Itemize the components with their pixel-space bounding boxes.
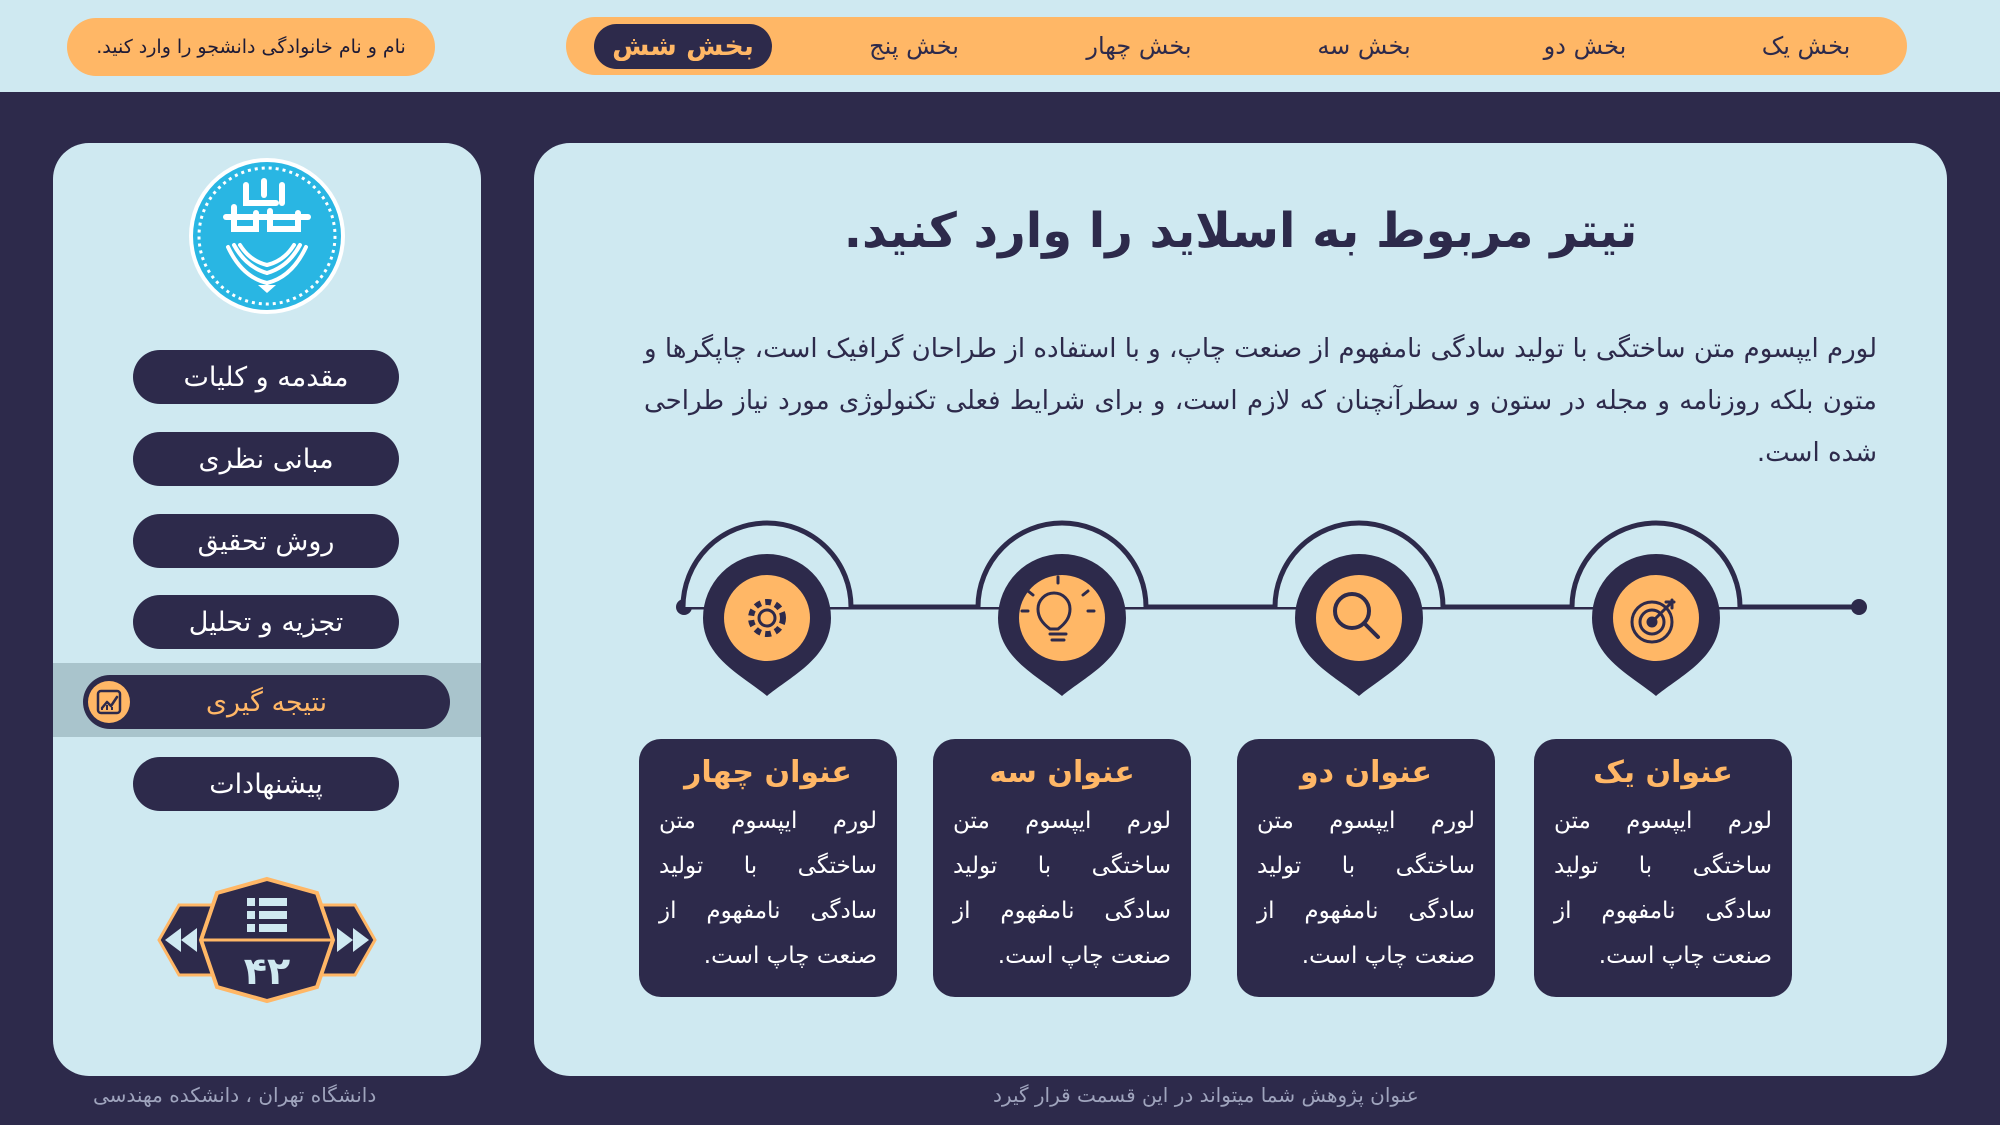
sidebar-item-conclusion[interactable] bbox=[83, 675, 450, 729]
university-logo bbox=[186, 155, 348, 317]
tab-section-3[interactable]: بخش سه bbox=[1317, 32, 1411, 60]
card-text: لورم ایپسوم متن ساختگی با تولید سادگی نامفهوم از صنعت چاپ است. bbox=[953, 808, 1171, 969]
card-1 bbox=[1534, 739, 1792, 997]
sidebar bbox=[53, 143, 481, 1076]
double-chevron-right-icon[interactable] bbox=[333, 925, 373, 955]
section-nav bbox=[566, 17, 1907, 75]
sidebar-item-suggestions[interactable]: پیشنهادات bbox=[133, 757, 399, 811]
tab-section-1[interactable]: بخش یک bbox=[1761, 32, 1851, 60]
tab-section-6[interactable]: بخش شش bbox=[594, 24, 772, 69]
card-text: لورم ایپسوم متن ساختگی با تولید سادگی نامفهوم از صنعت چاپ است. bbox=[1257, 808, 1475, 969]
sidebar-item-theory[interactable]: مبانی نظری bbox=[133, 432, 399, 486]
slide-content bbox=[534, 143, 1947, 1076]
sidebar-item-introduction[interactable]: مقدمه و کلیات bbox=[133, 350, 399, 404]
chart-icon bbox=[88, 681, 130, 723]
student-name-field[interactable]: نام و نام خانوادگی دانشجو را وارد کنید. bbox=[67, 18, 435, 76]
card-4 bbox=[639, 739, 897, 997]
page-number: ۴۲ bbox=[243, 949, 291, 993]
tab-section-5[interactable]: بخش پنج bbox=[869, 32, 959, 60]
card-title: عنوان یک bbox=[1593, 755, 1733, 790]
footer-university: دانشگاه تهران ، دانشکده مهندسی bbox=[93, 1083, 377, 1107]
double-chevron-left-icon[interactable] bbox=[161, 925, 201, 955]
tab-section-2[interactable]: بخش دو bbox=[1543, 32, 1627, 60]
sidebar-item-method[interactable]: روش تحقیق bbox=[133, 514, 399, 568]
sidebar-item-analysis[interactable]: تجزیه و تحلیل bbox=[133, 595, 399, 649]
top-bar bbox=[0, 0, 2000, 92]
card-title: عنوان چهار bbox=[684, 755, 852, 790]
sidebar-item-label: نتیجه گیری bbox=[205, 686, 328, 718]
slide-body-text: لورم ایپسوم متن ساختگی با تولید سادگی نامفهوم از صنعت چاپ، و با استفاده از طراحان گرافیک است، چاپگرها و متون بلکه روزنامه و مجله در ستون و سطرآنچنان که لازم است، و برای شرایط فعلی تکنولوژی مورد نیاز طراحی شده است. bbox=[644, 334, 1877, 468]
card-2 bbox=[1237, 739, 1495, 997]
pager bbox=[139, 873, 395, 1008]
card-text: لورم ایپسوم متن ساختگی با تولید سادگی نامفهوم از صنعت چاپ است. bbox=[659, 808, 877, 969]
footer-research-title: عنوان پژوهش شما میتواند در این قسمت قرار گیرد bbox=[993, 1083, 1419, 1107]
card-3 bbox=[933, 739, 1191, 997]
slide-title: تیتر مربوط به اسلاید را وارد کنید. bbox=[843, 203, 1638, 259]
list-icon[interactable] bbox=[245, 895, 289, 935]
card-title: عنوان دو bbox=[1300, 755, 1432, 790]
card-text: لورم ایپسوم متن ساختگی با تولید سادگی نامفهوم از صنعت چاپ است. bbox=[1554, 808, 1772, 969]
card-title: عنوان سه bbox=[989, 755, 1135, 790]
timeline bbox=[534, 503, 1947, 703]
tab-section-4[interactable]: بخش چهار bbox=[1086, 32, 1192, 60]
